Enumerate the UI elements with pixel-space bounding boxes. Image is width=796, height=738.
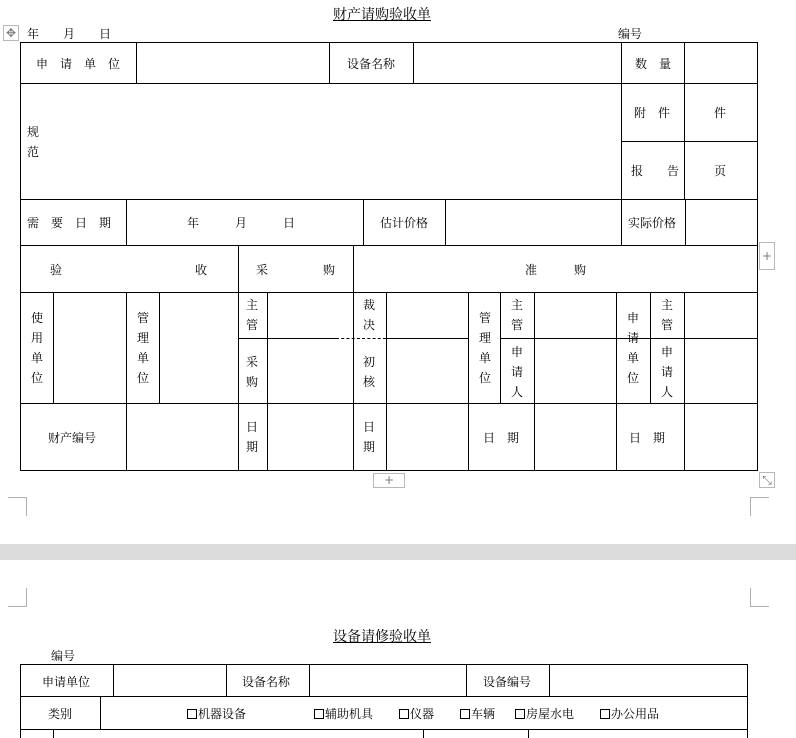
checkbox-icon	[515, 709, 525, 719]
add-row-button[interactable]: +	[373, 473, 405, 488]
category-option-machinery[interactable]: 机器设备	[187, 706, 246, 722]
quantity-label: 数 量	[635, 57, 672, 71]
acceptance-label-a: 验	[50, 263, 63, 277]
category-option-vehicles[interactable]: 车辆	[460, 706, 495, 722]
mgmt-unit-label: 管理单位	[136, 311, 149, 385]
applicant-3-label: 申请人	[660, 345, 673, 399]
checkbox-icon	[460, 709, 470, 719]
add-column-button[interactable]: +	[759, 242, 775, 270]
checkbox-icon	[187, 709, 197, 719]
form1-number-label: 编号	[618, 27, 643, 41]
purchaser-label: 采购	[245, 355, 258, 389]
form2-equipment-name-label: 设备名称	[242, 675, 291, 689]
supervisor-3-label: 主管	[660, 298, 673, 332]
applicant-unit-label: 申 请 单 位	[36, 57, 121, 71]
first-review-label: 初核	[362, 355, 375, 389]
mgmt-unit-2-label: 管理单位	[478, 311, 491, 385]
actual-price-label: 实际价格	[628, 216, 677, 230]
form2-title: 设备请修验收单	[333, 629, 431, 645]
date-label-1: 日期	[245, 420, 258, 454]
category-option-auxiliary-tools[interactable]: 辅助机具	[314, 706, 373, 722]
category-option-instruments[interactable]: 仪器	[399, 706, 434, 722]
report-unit: 页	[714, 164, 727, 178]
date-label-4: 日 期	[629, 431, 666, 445]
checkbox-icon	[314, 709, 324, 719]
page-corner-mark	[8, 588, 27, 607]
form2-number-label: 编号	[51, 649, 76, 663]
table-resize-icon[interactable]: ⤡	[759, 472, 775, 488]
date-label-3: 日 期	[483, 431, 520, 445]
checkbox-icon	[600, 709, 610, 719]
approval-label-b: 购	[574, 263, 587, 277]
specification-label: 规范	[26, 125, 39, 159]
asset-number-label: 财产编号	[48, 431, 97, 445]
table-move-icon[interactable]: ✥	[3, 25, 19, 41]
attachment-label: 附 件	[634, 106, 671, 120]
category-option-building-utilities[interactable]: 房屋水电	[515, 706, 574, 722]
decision-label: 裁决	[362, 298, 375, 332]
form1-date-line: 年 月 日	[27, 27, 112, 41]
applicant-2-label: 申请人	[510, 345, 523, 399]
equipment-name-label: 设备名称	[347, 57, 396, 71]
page-corner-mark	[8, 497, 27, 516]
form2-equipment-number-label: 设备编号	[483, 675, 532, 689]
form2-applicant-unit-label: 申请单位	[42, 675, 91, 689]
report-label: 报 告	[631, 164, 680, 178]
approval-label-a: 准	[525, 263, 538, 277]
category-option-office-supplies[interactable]: 办公用品	[600, 706, 659, 722]
required-date-label: 需 要 日 期	[27, 216, 112, 230]
checkbox-icon	[399, 709, 409, 719]
supervisor-label: 主管	[245, 298, 258, 332]
acceptance-label-b: 收	[195, 263, 208, 277]
page-corner-mark	[750, 588, 769, 607]
apply-unit-3-label: 申请单位	[626, 311, 639, 385]
supervisor-2-label: 主管	[510, 298, 523, 332]
date-label-2: 日期	[362, 420, 375, 454]
page-gap	[0, 544, 796, 560]
purchase-label-b: 购	[323, 263, 336, 277]
required-date-value: 年 月 日	[187, 216, 296, 230]
purchase-label-a: 采	[256, 263, 269, 277]
user-unit-label: 使用单位	[30, 311, 43, 385]
form1-title: 财产请购验收单	[333, 7, 431, 23]
estimated-price-label: 估计价格	[380, 216, 429, 230]
page-corner-mark	[750, 497, 769, 516]
attachment-unit: 件	[714, 106, 727, 120]
form2-category-label: 类别	[48, 707, 73, 721]
